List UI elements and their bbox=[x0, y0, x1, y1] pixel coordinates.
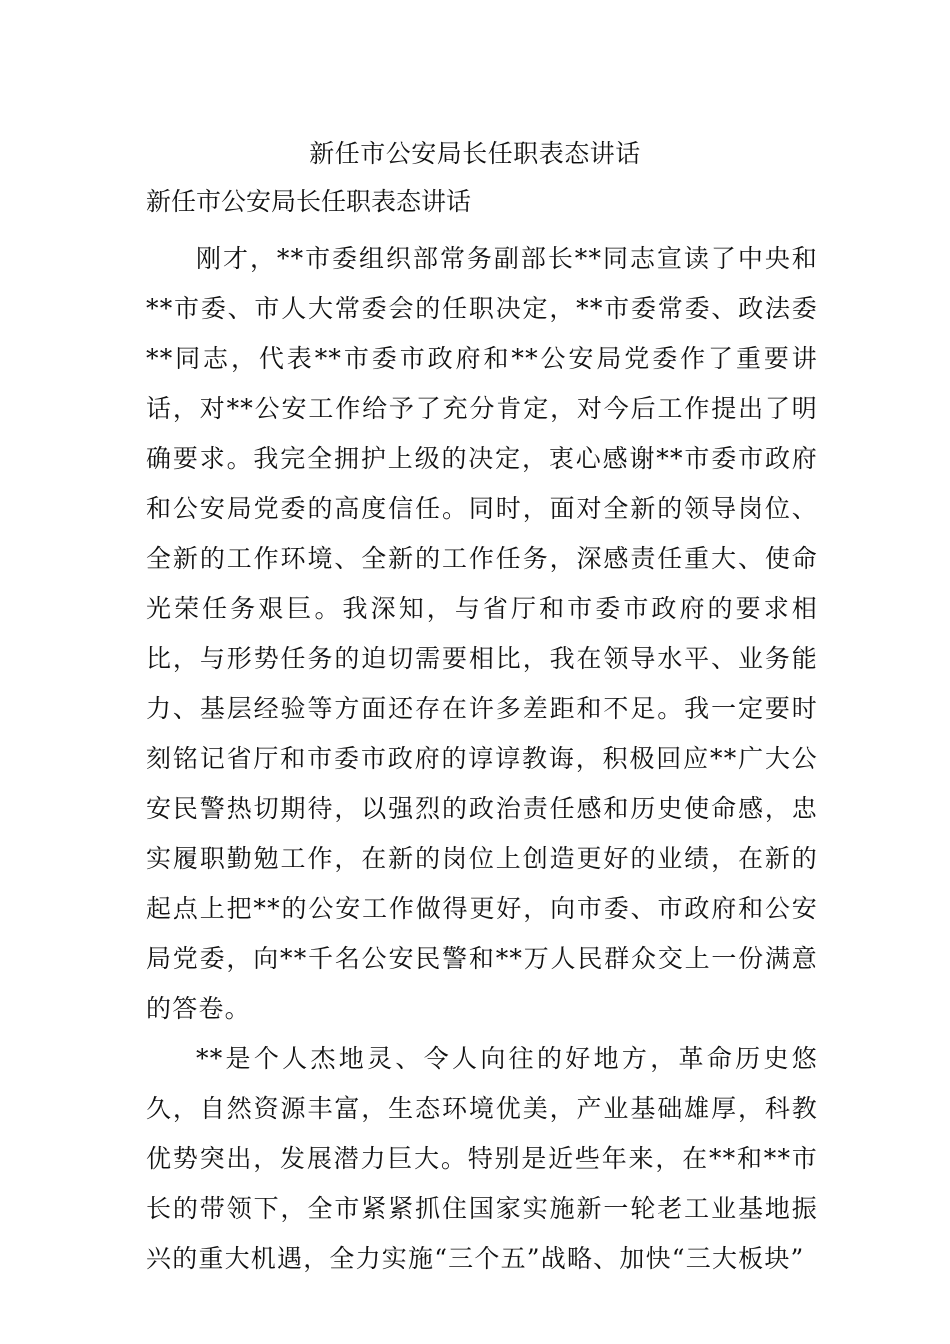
document-title: 新任市公安局长任职表态讲话 bbox=[309, 139, 641, 168]
paragraph: 刚才，**市委组织部常务副部长**同志宣读了中央和**市委、市人大常委会的任职决定，**市委常委、政法委**同志，代表**市委市政府和**公安局党委作了重要讲话，对**公安工作给予了充分肯定，对今后工作提出了明确要求。我完全拥护上级的决定，衷心感谢**市委市政府和公安局党委的高度信任。同时，面对全新的领导岗位、全新的工作环境、全新的工作任务，深感责任重大、使命光荣任务艰巨。我深知，与省厅和市委市政府的要求相比，与形势任务的迫切需要相比，我在领导水平、业务能力、基层经验等方面还存在许多差距和不足。我一定要时刻铭记省厅和市委市政府的谆谆教诲，积极回应**广大公安民警热切期待，以强烈的政治责任感和历史使命感，忠实履职勤勉工作，在新的岗位上创造更好的业绩，在新的起点上把**的公安工作做得更好，向市委、市政府和公安局党委，向**千名公安民警和**万人民群众交上一份满意的答卷。 bbox=[146, 244, 818, 1023]
document-body bbox=[146, 234, 818, 1284]
document-subtitle: 新任市公安局长任职表态讲话 bbox=[146, 187, 472, 216]
paragraph: **是个人杰地灵、令人向往的好地方，革命历史悠久，自然资源丰富，生态环境优美，产业基础雄厚，科教优势突出，发展潜力巨大。特别是近些年来，在**和**市长的带领下，全市紧紧抓住国家实施新一轮老工业基地振兴的重大机遇，全力实施“三个五”战略、加快“三大板块” bbox=[146, 1044, 818, 1273]
